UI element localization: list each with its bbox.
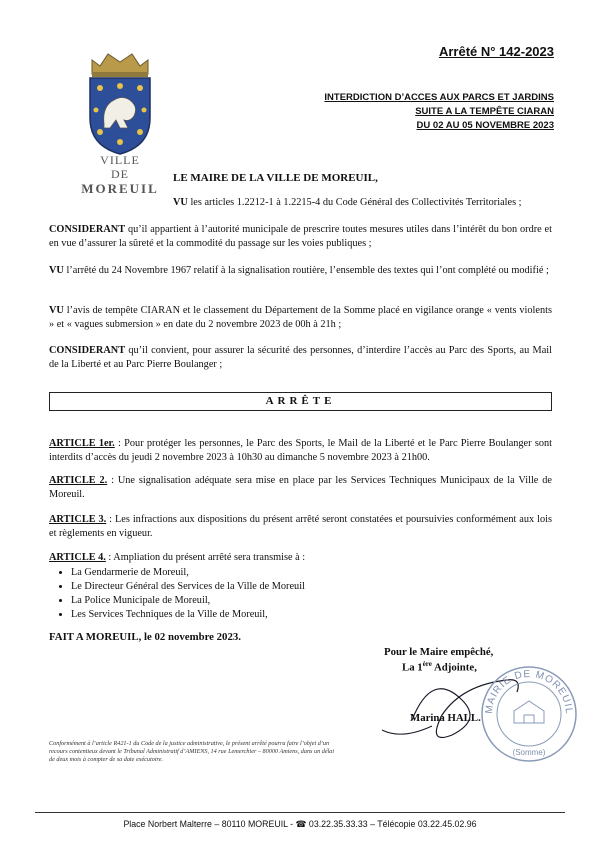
mairie-stamp (478, 663, 580, 765)
considerant-keyword: CONSIDERANT (49, 345, 126, 356)
article-text: : Ampliation du présent arrêté sera transmise à : (105, 552, 306, 563)
article-4 (49, 551, 552, 565)
fait-a-moreuil: FAIT A MOREUIL, le 02 novembre 2023. (49, 631, 241, 643)
list-item: • La Police Municipale de Moreuil, (71, 594, 551, 608)
article-label: ARTICLE 4. (49, 552, 106, 563)
footer-divider (35, 812, 565, 813)
vu-text: l’avis de tempête CIARAN et le classement du Département de la Somme placé en vigilance orange « vents violents » et « vagues submersion » en date du 2 novembre 2023 de 00h à 21h ; (49, 305, 552, 330)
signatory-name: Marina HALL. (410, 712, 481, 724)
article-2 (49, 474, 552, 502)
signature-line-2: La 1ère Adjointe, (402, 660, 477, 674)
vu-keyword: VU (173, 197, 188, 208)
considerant-keyword: CONSIDERANT (49, 224, 126, 235)
stamp-text: MAIRIE DE MOREUIL (483, 668, 575, 715)
list-item: • Le Directeur Général des Services de la Ville de Moreuil (71, 580, 551, 594)
vu-paragraph-2 (49, 264, 552, 278)
considerant-paragraph-2 (49, 344, 552, 372)
list-item: • La Gendarmerie de Moreuil, (71, 566, 551, 580)
de-label: DE (111, 167, 129, 181)
vu-keyword: VU (49, 265, 64, 276)
moreuil-label: MOREUIL (81, 181, 159, 196)
considerant-text: qu’il convient, pour assurer la sécurité des personnes, d’interdire l’accès au Parc des Sports, au Mail de la Liberté et au Parc Pierre Boulanger ; (49, 345, 552, 370)
arrete-title-box: ARRÊTE (49, 392, 552, 411)
article-text: : Pour protéger les personnes, le Parc des Sports, le Mail de la Liberté et le Parc Pierre Boulanger sont interdits d’accès du jeudi 2 novembre 2023 à 10h30 au dimanche 5 novembre 2023 à 21h00. (49, 438, 552, 463)
subject-line-3: DU 02 AU 05 NOVEMBRE 2023 (416, 120, 554, 131)
vu-paragraph-3 (49, 304, 552, 332)
considerant-text: qu’il appartient à l’autorité municipale de prescrire toutes mesures utiles dans l’intérêt du bon ordre et en vue d’assurer la sûreté et la commodité du passage sur les voies publiques ; (49, 224, 552, 249)
mayor-heading: LE MAIRE DE LA VILLE DE MOREUIL, (173, 172, 378, 184)
recipients-list (49, 566, 551, 622)
article-3 (49, 513, 552, 541)
vu-text: les articles 1.2212-1 à 1.2215-4 du Code Général des Collectivités Territoriales ; (187, 197, 522, 208)
list-item: • Les Services Techniques de la Ville de Moreuil, (71, 608, 551, 622)
article-label: ARTICLE 3. (49, 514, 107, 525)
legal-notice: Conformément à l’article R421-1 du Code de la justice administrative, le présent arrêté pourra faire l’objet d’un recours contentieux devant le Tribunal Administratif d’AMIENS, 14 rue Lemerchier – 80000 Amiens, dans un délai de deux mois à compter de sa date exécutoire. (49, 740, 335, 764)
article-label: ARTICLE 1er. (49, 438, 115, 449)
arrete-number: Arrêté N° 142-2023 (438, 44, 554, 59)
article-text: : Les infractions aux dispositions du présent arrêté seront constatées et poursuivies conformément aux lois et règlements en vigueur. (49, 514, 552, 539)
footer-address: Place Norbert Malterre – 80110 MOREUIL - ☎ 03.22.35.33.33 – Télécopie 03.22.45.02.96 (123, 819, 477, 829)
subject-line-1: INTERDICTION D’ACCES AUX PARCS ET JARDINS (324, 92, 554, 103)
article-label: ARTICLE 2. (49, 475, 108, 486)
signature-line-1: Pour le Maire empêché, (384, 646, 494, 658)
subject-line-2: SUITE A LA TEMPÊTE CIARAN (415, 106, 554, 117)
vu-paragraph-1 (173, 196, 553, 210)
vu-text: l’arrêté du 24 Novembre 1967 relatif à la signalisation routière, l’ensemble des textes qui l’ont complété ou modifié ; (63, 265, 549, 276)
article-1 (49, 437, 552, 465)
ville-label: VILLE (100, 153, 140, 167)
vu-keyword: VU (49, 305, 64, 316)
article-text: : Une signalisation adéquate sera mise en place par les Services Techniques Municipaux de la Ville de Moreuil. (49, 475, 552, 500)
coat-of-arms-logo (80, 48, 160, 158)
stamp-bottom-text: (Somme) (512, 748, 546, 757)
considerant-paragraph-1 (49, 223, 552, 251)
